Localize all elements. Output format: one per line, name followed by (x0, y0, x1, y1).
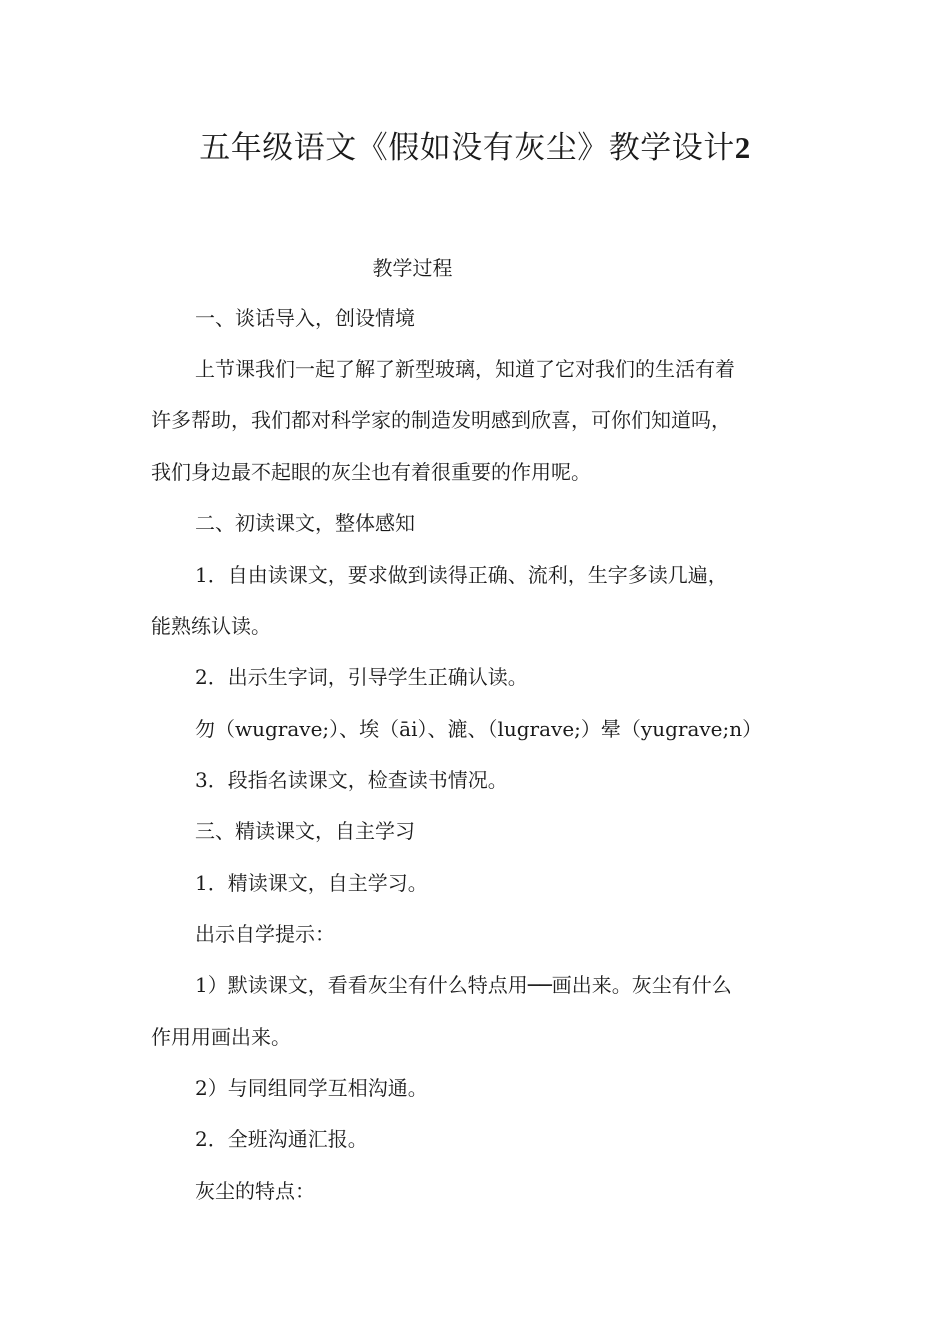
paragraph-line: 许多帮助，我们都对科学家的制造发明感到欣喜，可你们知道吗， (151, 408, 731, 432)
heading-close-reading: 三、精读课文，自主学习 (195, 819, 415, 843)
document-title (0, 122, 950, 167)
heading-first-reading: 二、初读课文，整体感知 (195, 511, 415, 535)
paragraph-line: 上节课我们一起了解了新型玻璃，知道了它对我们的生活有着 (195, 357, 735, 381)
paragraph-line: 我们身边最不起眼的灰尘也有着很重要的作用呢。 (151, 460, 591, 484)
list-item: 1）默读课文，看看灰尘有什么特点用──画出来。灰尘有什么 (195, 973, 732, 997)
list-item: 2．全班沟通汇报。 (195, 1127, 368, 1151)
list-item-continuation: 作用用画出来。 (151, 1025, 291, 1049)
list-item: 1．自由读课文，要求做到读得正确、流利，生字多读几遍， (195, 563, 728, 587)
vocabulary-line: 勿（wugrave;）、埃（āi）、漉、（lugrave;）晕（yugrave;n） (195, 717, 763, 741)
list-item: 2）与同组同学互相沟通。 (195, 1076, 428, 1100)
list-item: 3．段指名读课文，检查读书情况。 (195, 768, 508, 792)
heading-intro: 一、谈话导入，创设情境 (195, 306, 415, 330)
list-item: 2．出示生字词，引导学生正确认读。 (195, 665, 528, 689)
title-text: 五年级语文《假如没有灰尘》教学设计 (199, 130, 735, 166)
list-item-continuation: 能熟练认读。 (151, 614, 271, 638)
title-number: 2 (734, 130, 751, 165)
list-item: 1．精读课文，自主学习。 (195, 871, 428, 895)
section-heading: 教学过程 (372, 256, 453, 280)
prompt-label: 出示自学提示： (195, 922, 335, 946)
paragraph-line: 灰尘的特点： (195, 1179, 315, 1203)
